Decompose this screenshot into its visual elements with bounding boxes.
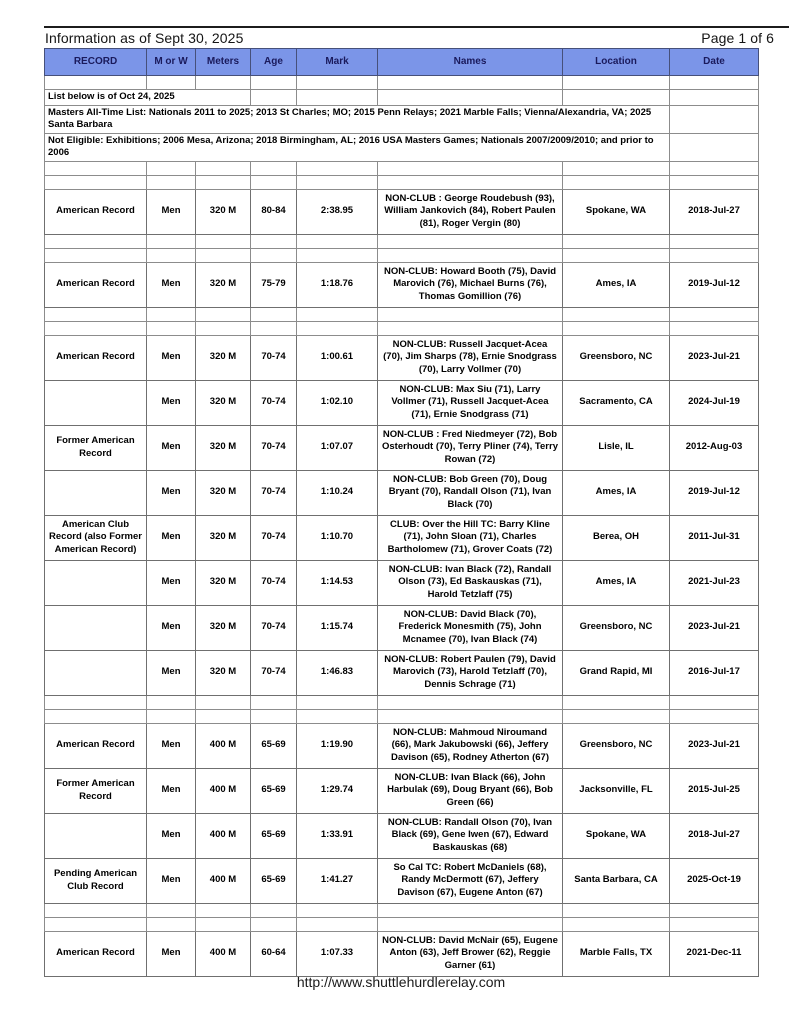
- empty-cell: [196, 248, 251, 262]
- empty-cell: [45, 161, 147, 175]
- cell-mark: 1:07.33: [297, 931, 378, 976]
- cell-age: 70-74: [251, 650, 297, 695]
- cell-meters: 320 M: [196, 650, 251, 695]
- empty-cell: [147, 709, 196, 723]
- cell-names: NON-CLUB: David McNair (65), Eugene Anton (63), Jeff Brower (62), Reggie Garner (61): [378, 931, 563, 976]
- empty-cell: [563, 321, 670, 335]
- cell-names: NON-CLUB: Bob Green (70), Doug Bryant (70), Randall Olson (71), Ivan Black (70): [378, 470, 563, 515]
- record-row: [45, 425, 759, 470]
- empty-cell: [251, 903, 297, 917]
- cell-names: NON-CLUB: Randall Olson (70), Ivan Black (69), Gene Iwen (67), Edward Baskauskas (68): [378, 813, 563, 858]
- record-row: [45, 189, 759, 234]
- cell-date: 2011-Jul-31: [670, 515, 759, 560]
- table-header-row: [45, 49, 759, 76]
- cell-date: 2016-Jul-17: [670, 650, 759, 695]
- cell-record: American Record: [45, 723, 147, 768]
- cell-names: NON-CLUB: Robert Paulen (79), David Marovich (73), Harold Tetzlaff (70), Dennis Schrage (71): [378, 650, 563, 695]
- cell-names: NON-CLUB : George Roudebush (93), William Jankovich (84), Robert Paulen (81), Roger Vergin (80): [378, 189, 563, 234]
- empty-cell: [563, 175, 670, 189]
- empty-cell: [563, 90, 670, 106]
- empty-row: [45, 234, 759, 248]
- cell-date: 2021-Jul-23: [670, 560, 759, 605]
- cell-location: Greensboro, NC: [563, 723, 670, 768]
- cell-names: NON-CLUB: Russell Jacquet-Acea (70), Jim Sharps (78), Ernie Snodgrass (70), Larry Vollmer (70): [378, 335, 563, 380]
- empty-cell: [251, 234, 297, 248]
- empty-cell: [45, 917, 147, 931]
- record-row: [45, 470, 759, 515]
- empty-cell: [670, 133, 759, 161]
- empty-cell: [147, 234, 196, 248]
- record-row: [45, 515, 759, 560]
- col-header-record: RECORD: [45, 49, 147, 76]
- empty-row: [45, 161, 759, 175]
- cell-meters: 320 M: [196, 335, 251, 380]
- cell-date: 2012-Aug-03: [670, 425, 759, 470]
- record-row: [45, 723, 759, 768]
- empty-cell: [297, 175, 378, 189]
- empty-cell: [378, 695, 563, 709]
- cell-mark: 1:10.70: [297, 515, 378, 560]
- empty-cell: [196, 76, 251, 90]
- title-bar: [45, 30, 774, 46]
- cell-mark: 1:14.53: [297, 560, 378, 605]
- cell-m-or-w: Men: [147, 931, 196, 976]
- empty-cell: [297, 321, 378, 335]
- cell-meters: 400 M: [196, 931, 251, 976]
- cell-meters: 400 M: [196, 813, 251, 858]
- empty-row: [45, 175, 759, 189]
- empty-cell: [378, 234, 563, 248]
- empty-cell: [251, 161, 297, 175]
- empty-cell: [670, 695, 759, 709]
- empty-cell: [297, 90, 378, 106]
- empty-cell: [147, 903, 196, 917]
- cell-record: [45, 650, 147, 695]
- cell-age: 65-69: [251, 723, 297, 768]
- cell-record: Former American Record: [45, 425, 147, 470]
- cell-date: 2023-Jul-21: [670, 335, 759, 380]
- empty-cell: [297, 234, 378, 248]
- cell-meters: 320 M: [196, 605, 251, 650]
- header-divider: [44, 26, 789, 28]
- empty-cell: [147, 307, 196, 321]
- empty-cell: [45, 695, 147, 709]
- cell-location: Spokane, WA: [563, 813, 670, 858]
- cell-record: Pending American Club Record: [45, 858, 147, 903]
- record-row: [45, 931, 759, 976]
- empty-cell: [45, 307, 147, 321]
- cell-record: [45, 605, 147, 650]
- empty-cell: [147, 321, 196, 335]
- cell-names: NON-CLUB: Mahmoud Niroumand (66), Mark Jakubowski (66), Jeffery Davison (65), Rodney Atherton (67): [378, 723, 563, 768]
- empty-cell: [670, 90, 759, 106]
- col-header-mark: Mark: [297, 49, 378, 76]
- cell-m-or-w: Men: [147, 470, 196, 515]
- cell-location: Spokane, WA: [563, 189, 670, 234]
- record-row: [45, 560, 759, 605]
- cell-mark: 1:46.83: [297, 650, 378, 695]
- empty-cell: [670, 917, 759, 931]
- empty-cell: [378, 307, 563, 321]
- empty-cell: [378, 175, 563, 189]
- empty-cell: [147, 76, 196, 90]
- record-row: [45, 650, 759, 695]
- empty-cell: [45, 321, 147, 335]
- cell-names: NON-CLUB: Ivan Black (72), Randall Olson (73), Ed Baskauskas (71), Harold Tetzlaff (75): [378, 560, 563, 605]
- cell-location: Ames, IA: [563, 560, 670, 605]
- cell-record: American Club Record (also Former American Record): [45, 515, 147, 560]
- empty-row: [45, 248, 759, 262]
- cell-meters: 400 M: [196, 858, 251, 903]
- cell-m-or-w: Men: [147, 380, 196, 425]
- empty-cell: [196, 903, 251, 917]
- cell-age: 70-74: [251, 605, 297, 650]
- cell-names: NON-CLUB: David Black (70), Frederick Monesmith (75), John Mcnamee (70), Ivan Black (74): [378, 605, 563, 650]
- cell-record: American Record: [45, 335, 147, 380]
- empty-cell: [670, 234, 759, 248]
- cell-mark: 1:29.74: [297, 768, 378, 813]
- empty-cell: [563, 903, 670, 917]
- cell-date: 2015-Jul-25: [670, 768, 759, 813]
- cell-m-or-w: Men: [147, 189, 196, 234]
- cell-names: NON-CLUB : Fred Niedmeyer (72), Bob Osterhoudt (70), Terry Pliner (74), Terry Rowan (72): [378, 425, 563, 470]
- empty-cell: [563, 234, 670, 248]
- empty-cell: [563, 161, 670, 175]
- cell-age: 70-74: [251, 335, 297, 380]
- cell-record: American Record: [45, 262, 147, 307]
- cell-location: Berea, OH: [563, 515, 670, 560]
- cell-age: 70-74: [251, 380, 297, 425]
- empty-cell: [196, 917, 251, 931]
- cell-m-or-w: Men: [147, 650, 196, 695]
- cell-location: Ames, IA: [563, 262, 670, 307]
- record-row: [45, 813, 759, 858]
- cell-meters: 320 M: [196, 470, 251, 515]
- empty-cell: [251, 917, 297, 931]
- note-text: List below is of Oct 24, 2025: [45, 90, 251, 106]
- info-date-label: Information as of Sept 30, 2025: [45, 30, 244, 46]
- cell-m-or-w: Men: [147, 335, 196, 380]
- cell-names: CLUB: Over the Hill TC: Barry Kline (71), John Sloan (71), Charles Bartholomew (71), Grover Coats (72): [378, 515, 563, 560]
- empty-row: [45, 903, 759, 917]
- empty-row: [45, 917, 759, 931]
- empty-cell: [563, 695, 670, 709]
- empty-cell: [297, 76, 378, 90]
- empty-cell: [147, 917, 196, 931]
- cell-meters: 400 M: [196, 723, 251, 768]
- empty-cell: [251, 307, 297, 321]
- empty-cell: [251, 695, 297, 709]
- cell-mark: 2:38.95: [297, 189, 378, 234]
- empty-cell: [45, 175, 147, 189]
- cell-m-or-w: Men: [147, 515, 196, 560]
- empty-cell: [196, 175, 251, 189]
- empty-row: [45, 695, 759, 709]
- empty-cell: [196, 307, 251, 321]
- empty-cell: [378, 90, 563, 106]
- empty-cell: [670, 161, 759, 175]
- empty-cell: [378, 709, 563, 723]
- record-row: [45, 335, 759, 380]
- empty-cell: [670, 76, 759, 90]
- cell-names: So Cal TC: Robert McDaniels (68), Randy McDermott (67), Jeffery Davison (67), Eugene Anton (67): [378, 858, 563, 903]
- cell-age: 70-74: [251, 425, 297, 470]
- empty-cell: [297, 695, 378, 709]
- cell-meters: 320 M: [196, 262, 251, 307]
- cell-m-or-w: Men: [147, 560, 196, 605]
- record-row: [45, 380, 759, 425]
- cell-date: 2023-Jul-21: [670, 723, 759, 768]
- empty-cell: [670, 903, 759, 917]
- cell-location: Jacksonville, FL: [563, 768, 670, 813]
- record-row: [45, 768, 759, 813]
- cell-location: Santa Barbara, CA: [563, 858, 670, 903]
- empty-cell: [45, 234, 147, 248]
- cell-age: 70-74: [251, 560, 297, 605]
- cell-age: 60-64: [251, 931, 297, 976]
- cell-date: 2018-Jul-27: [670, 813, 759, 858]
- cell-record: Former American Record: [45, 768, 147, 813]
- empty-cell: [563, 709, 670, 723]
- empty-cell: [297, 903, 378, 917]
- footer-url: http://www.shuttlehurdlerelay.com: [296, 974, 506, 990]
- cell-mark: 1:00.61: [297, 335, 378, 380]
- empty-cell: [251, 76, 297, 90]
- cell-record: American Record: [45, 931, 147, 976]
- cell-age: 65-69: [251, 813, 297, 858]
- note-row: [45, 133, 759, 161]
- empty-cell: [251, 90, 297, 106]
- cell-age: 70-74: [251, 470, 297, 515]
- empty-cell: [147, 175, 196, 189]
- empty-cell: [378, 903, 563, 917]
- cell-names: NON-CLUB: Max Siu (71), Larry Vollmer (71), Russell Jacquet-Acea (71), Ernie Snodgrass (71): [378, 380, 563, 425]
- record-row: [45, 262, 759, 307]
- col-header-age: Age: [251, 49, 297, 76]
- record-row: [45, 605, 759, 650]
- cell-mark: 1:19.90: [297, 723, 378, 768]
- empty-cell: [196, 161, 251, 175]
- cell-record: [45, 380, 147, 425]
- cell-names: NON-CLUB: Howard Booth (75), David Marovich (76), Michael Burns (76), Thomas Gomillion (76): [378, 262, 563, 307]
- cell-age: 80-84: [251, 189, 297, 234]
- cell-record: American Record: [45, 189, 147, 234]
- empty-cell: [196, 321, 251, 335]
- empty-cell: [297, 709, 378, 723]
- cell-names: NON-CLUB: Ivan Black (66), John Harbulak (69), Doug Bryant (66), Bob Green (66): [378, 768, 563, 813]
- empty-cell: [196, 695, 251, 709]
- empty-cell: [45, 903, 147, 917]
- empty-cell: [563, 307, 670, 321]
- note-row: [45, 90, 759, 106]
- cell-location: Sacramento, CA: [563, 380, 670, 425]
- cell-mark: 1:10.24: [297, 470, 378, 515]
- cell-m-or-w: Men: [147, 425, 196, 470]
- cell-date: 2019-Jul-12: [670, 470, 759, 515]
- empty-cell: [196, 709, 251, 723]
- empty-cell: [670, 175, 759, 189]
- empty-cell: [251, 175, 297, 189]
- col-header-meters: Meters: [196, 49, 251, 76]
- empty-row: [45, 76, 759, 90]
- empty-cell: [670, 321, 759, 335]
- col-header-names: Names: [378, 49, 563, 76]
- col-header-location: Location: [563, 49, 670, 76]
- cell-location: Grand Rapid, MI: [563, 650, 670, 695]
- cell-location: Ames, IA: [563, 470, 670, 515]
- cell-mark: 1:07.07: [297, 425, 378, 470]
- cell-date: 2024-Jul-19: [670, 380, 759, 425]
- cell-record: [45, 813, 147, 858]
- cell-m-or-w: Men: [147, 262, 196, 307]
- empty-cell: [45, 76, 147, 90]
- cell-location: Greensboro, NC: [563, 605, 670, 650]
- empty-cell: [297, 307, 378, 321]
- cell-location: Greensboro, NC: [563, 335, 670, 380]
- empty-cell: [670, 709, 759, 723]
- cell-m-or-w: Men: [147, 813, 196, 858]
- empty-cell: [251, 321, 297, 335]
- cell-meters: 320 M: [196, 515, 251, 560]
- cell-location: Marble Falls, TX: [563, 931, 670, 976]
- empty-cell: [670, 248, 759, 262]
- cell-location: Lisle, IL: [563, 425, 670, 470]
- cell-m-or-w: Men: [147, 605, 196, 650]
- empty-cell: [378, 917, 563, 931]
- cell-age: 70-74: [251, 515, 297, 560]
- empty-cell: [297, 248, 378, 262]
- empty-row: [45, 709, 759, 723]
- cell-meters: 320 M: [196, 425, 251, 470]
- empty-cell: [251, 709, 297, 723]
- empty-cell: [196, 234, 251, 248]
- note-text: Not Eligible: Exhibitions; 2006 Mesa, Arizona; 2018 Birmingham, AL; 2016 USA Masters Games; Nationals 2007/2009/2010; and prior to 2006: [45, 133, 670, 161]
- empty-cell: [297, 161, 378, 175]
- empty-cell: [251, 248, 297, 262]
- cell-date: 2021-Dec-11: [670, 931, 759, 976]
- cell-record: [45, 560, 147, 605]
- cell-mark: 1:15.74: [297, 605, 378, 650]
- cell-date: 2023-Jul-21: [670, 605, 759, 650]
- cell-mark: 1:18.76: [297, 262, 378, 307]
- cell-meters: 320 M: [196, 560, 251, 605]
- cell-m-or-w: Men: [147, 858, 196, 903]
- record-row: [45, 858, 759, 903]
- note-row: [45, 105, 759, 133]
- empty-row: [45, 307, 759, 321]
- empty-cell: [147, 248, 196, 262]
- empty-cell: [45, 709, 147, 723]
- cell-mark: 1:02.10: [297, 380, 378, 425]
- empty-cell: [670, 105, 759, 133]
- cell-record: [45, 470, 147, 515]
- page-number: Page 1 of 6: [701, 30, 774, 46]
- cell-m-or-w: Men: [147, 723, 196, 768]
- note-text: Masters All-Time List: Nationals 2011 to 2025; 2013 St Charles; MO; 2015 Penn Relays; 2021 Marble Falls; Vienna/Alexandria, VA; 2025 Santa Barbara: [45, 105, 670, 133]
- cell-meters: 320 M: [196, 189, 251, 234]
- empty-cell: [670, 307, 759, 321]
- empty-cell: [563, 917, 670, 931]
- cell-date: 2025-Oct-19: [670, 858, 759, 903]
- cell-date: 2019-Jul-12: [670, 262, 759, 307]
- cell-age: 65-69: [251, 858, 297, 903]
- cell-m-or-w: Men: [147, 768, 196, 813]
- cell-date: 2018-Jul-27: [670, 189, 759, 234]
- cell-mark: 1:33.91: [297, 813, 378, 858]
- empty-cell: [45, 248, 147, 262]
- empty-cell: [378, 161, 563, 175]
- cell-meters: 400 M: [196, 768, 251, 813]
- empty-cell: [378, 76, 563, 90]
- records-table: [44, 48, 759, 977]
- empty-cell: [563, 76, 670, 90]
- col-header-date: Date: [670, 49, 759, 76]
- empty-cell: [378, 248, 563, 262]
- empty-cell: [378, 321, 563, 335]
- cell-mark: 1:41.27: [297, 858, 378, 903]
- empty-cell: [297, 917, 378, 931]
- empty-cell: [147, 161, 196, 175]
- cell-age: 75-79: [251, 262, 297, 307]
- cell-meters: 320 M: [196, 380, 251, 425]
- empty-row: [45, 321, 759, 335]
- col-header-m-or-w: M or W: [147, 49, 196, 76]
- cell-age: 65-69: [251, 768, 297, 813]
- empty-cell: [563, 248, 670, 262]
- empty-cell: [147, 695, 196, 709]
